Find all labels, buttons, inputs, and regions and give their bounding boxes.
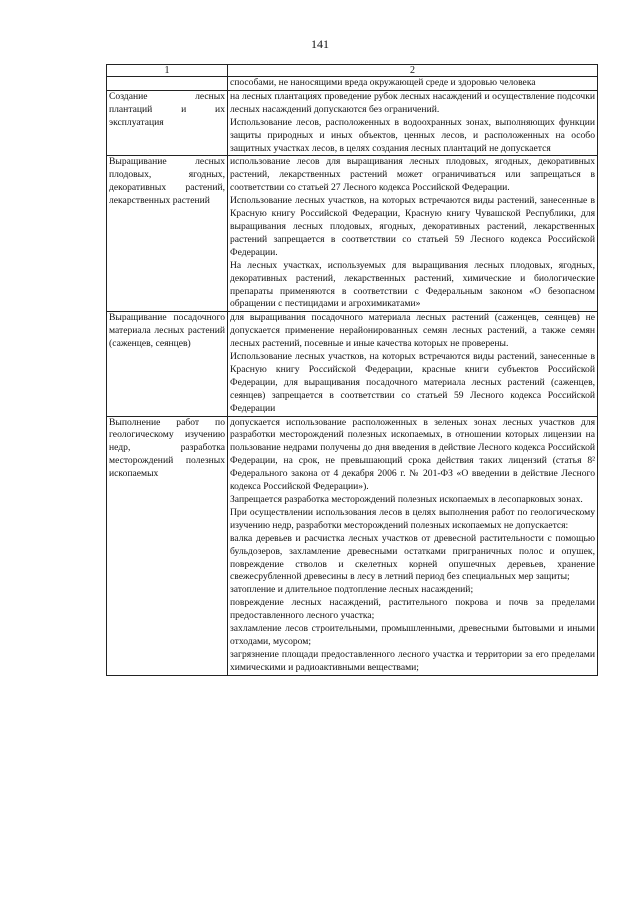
restriction-paragraph: На лесных участках, используемых для выращивания лесных плодовых, ягодных, декоративных растений, лекарственных растений, химические и биологические препараты применяются в соответствии с Федеральным законом «О безопасном обращении с пестицидами и агрохимикатами» xyxy=(230,259,595,310)
restriction-paragraph: При осуществлении использования лесов в целях выполнения работ по геологическому изучению недр, разработки месторождений полезных ископаемых не допускается: xyxy=(230,506,595,531)
regulation-table xyxy=(106,64,598,676)
restriction-paragraph: Использование лесных участков, на которых встречаются виды растений, занесенные в Красную книгу Российской Федерации, Красную книгу Чувашской Республики, для выращивания лесных плодовых, ягодных, декоративных растений, лекарственных растений запрещается в соответствии со статьей 59 Лесного кодекса Российской Федерации. xyxy=(230,195,595,258)
column-number-1: 1 xyxy=(107,65,228,77)
restriction-paragraph: использование лесов для выращивания лесных плодовых, ягодных, декоративных растений, лекарственных растений может ограничиваться или запрещаться в соответствии со статьей 27 Лесного кодекса Российской Федерации. xyxy=(230,156,595,194)
restriction-text-cell xyxy=(228,416,598,675)
table-row xyxy=(107,416,598,675)
activity-type-cell: Выращивание лесных плодовых, ягодных, декоративных растений, лекарственных растений xyxy=(107,156,228,312)
restriction-text-cell xyxy=(228,312,598,416)
activity-type-cell: Создание лесных плантаций и их эксплуатация xyxy=(107,90,228,156)
restriction-paragraph: на лесных плантациях проведение рубок лесных насаждений и осуществление подсочки лесных насаждений допускаются без ограничений. xyxy=(230,90,595,115)
restriction-text-cell xyxy=(228,90,598,156)
table-row xyxy=(107,90,598,156)
restriction-paragraph: захламление лесов строительными, промышленными, древесными бытовыми и иными отходами, мусором; xyxy=(230,623,595,647)
table-row xyxy=(107,77,598,91)
activity-type-cell: Выращивание посадочного материала лесных растений (саженцев, сеянцев) xyxy=(107,312,228,416)
restriction-paragraph: затопление и длительное подтопление лесных насаждений; xyxy=(230,584,474,596)
restriction-paragraph: повреждение лесных насаждений, растительного покрова и почв за пределами предоставленного лесного участка; xyxy=(230,597,595,622)
table-header-row xyxy=(107,65,598,77)
restriction-paragraph: Использование лесов, расположенных в водоохранных зонах, выполняющих функции защиты природных и иных объектов, ценных лесов, и расположенных на особо защитных участках лесов, в целях создания лесных плантаций не допускается xyxy=(230,116,595,154)
activity-type-cell: Выполнение работ по геологическому изучению недр, разработка месторождений полезных ископаемых xyxy=(107,416,228,675)
restriction-paragraph: Запрещается разработка месторождений полезных ископаемых в лесопарковых зонах. xyxy=(230,494,583,505)
restriction-text-cell xyxy=(228,77,598,91)
restriction-paragraph: Использование лесных участков, на которых встречаются виды растений, занесенные в Красную книгу Российской Федерации, красные книги субъектов Российской Федерации, для выращивания посадочного материала лесных растений (саженцев, сеянцев) запрещается в соответствии со статьей 59 Лесного кодекса Российской Федерации xyxy=(230,351,595,414)
restriction-paragraph: для выращивания посадочного материала лесных растений (саженцев, сеянцев) не допускается применение нерайонированных семян лесных растений, а также семян лесных растений, посевные и иные качества которых не проверены. xyxy=(230,312,595,350)
column-number-2: 2 xyxy=(228,65,598,77)
restriction-text-cell xyxy=(228,156,598,312)
table-row xyxy=(107,156,598,312)
activity-type-cell xyxy=(107,77,228,91)
restriction-paragraph: допускается использование расположенных в зеленых зонах лесных участков для разработки месторождений полезных ископаемых, в отношении которых лицензии на пользование недрами получены до дня введения в действие Лесного кодекса Российской Федерации, на срок, не превышающий срока действия таких лицензий (статья 8² Федерального закона от 4 декабря 2006 г. № 201-ФЗ «О введении в действие Лесного кодекса Российской Федерации»). xyxy=(230,416,595,493)
table-row xyxy=(107,312,598,416)
restriction-paragraph: загрязнение площади предоставленного лесного участка и территории за его пределами химическими и радиоактивными веществами; xyxy=(230,648,595,673)
page-number: 141 xyxy=(311,37,329,51)
restriction-paragraph: валка деревьев и расчистка лесных участков от древесной растительности с помощью бульдозеров, захламление древесными остатками приграничных полос и опушек, повреждение стволов и скелетных корней опушечных деревьев, хранение свежесрубленной древесины в лесу в летний период без специальных мер защиты; xyxy=(230,532,595,583)
restriction-paragraph: способами, не наносящими вреда окружающей среде и здоровью человека xyxy=(230,77,536,88)
